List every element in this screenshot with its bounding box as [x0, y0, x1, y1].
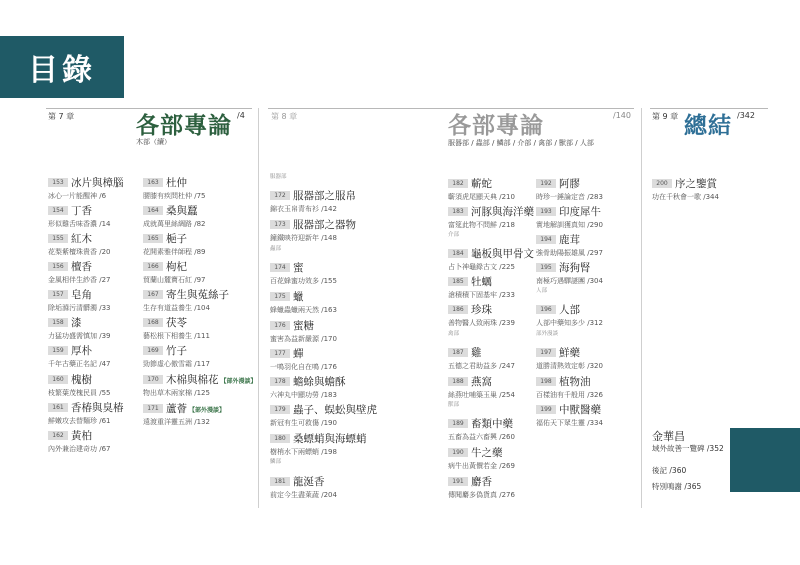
entry-page: /218: [499, 221, 515, 229]
entry-title: 服器部之器物: [293, 219, 356, 231]
section-label: 禽部: [448, 331, 460, 337]
entry-title: 河豚與海洋藥: [471, 206, 534, 218]
toc-entry[interactable]: [270, 314, 470, 344]
chapter-8-page: /140: [613, 111, 631, 120]
toc-entry[interactable]: [270, 342, 470, 372]
toc-entry[interactable]: [536, 370, 736, 400]
entry-subtitle: 病牛出黃價若金: [448, 462, 497, 470]
entry-page: /283: [587, 193, 603, 201]
entry-page: /39: [99, 332, 111, 340]
entry-subtitle: 傳聞麝多偽貨真: [448, 491, 497, 499]
entry-subtitle: 道勝清熱效定彰: [536, 362, 585, 370]
toc-entry[interactable]: [270, 213, 470, 243]
entry-page: /247: [499, 362, 515, 370]
chapter-7-label: 第 7 章: [48, 112, 75, 121]
entry-number: 153: [48, 178, 68, 187]
entry-page: /183: [321, 391, 337, 399]
entry-page: /75: [194, 192, 206, 200]
chapter-8-label: 第 8 章: [271, 112, 298, 121]
chapter-9-label: 第 9 章: [652, 112, 679, 121]
entry-title: 中獸醫藥: [559, 404, 601, 416]
entry-page: /276: [499, 491, 515, 499]
entry-title: 蜜糖: [293, 320, 314, 332]
entry-title: 厚朴: [71, 345, 92, 357]
entry-number: 158: [48, 318, 68, 327]
entry-tag: 【部外漫談】: [189, 407, 226, 414]
entry-subtitle: 功在千秋會一歌: [652, 193, 701, 201]
entry-title: 龜板與甲骨文: [471, 248, 534, 260]
entry-subtitle: 百樣油有千般用: [536, 391, 585, 399]
entry-title: 序之鑒賞: [675, 178, 717, 190]
entry-number: 178: [270, 377, 290, 386]
entry-number: 173: [270, 220, 290, 229]
toc-entry[interactable]: [270, 370, 470, 400]
entry-number: 154: [48, 206, 68, 215]
entry-page: /254: [499, 391, 515, 399]
chapter-7-sub: 木部（續）: [136, 138, 171, 146]
entry-number: 197: [536, 348, 556, 357]
entry-subtitle: 力猛功盛需慎加: [48, 332, 97, 340]
entry-subtitle: 貿蘭山麓寶石紅: [143, 276, 192, 284]
entry-subtitle: 南極巧遇驛謎團: [536, 277, 585, 285]
entry-title: 服器部之服帛: [293, 190, 356, 202]
section-label: 鱗部: [270, 459, 282, 465]
entry-title: 茯苓: [166, 317, 187, 329]
toc-entry[interactable]: [270, 184, 470, 214]
entry-number: 167: [143, 290, 163, 299]
entry-title: 皂角: [71, 289, 92, 301]
section-label: 獸部: [448, 402, 460, 408]
entry-page: /67: [99, 445, 111, 453]
entry-page: /117: [194, 360, 210, 368]
entry-subtitle: 樹梢水下兩螵蛸: [270, 448, 319, 456]
entry-number: 172: [270, 191, 290, 200]
toc-entry[interactable]: [270, 256, 470, 286]
entry-title: 丁香: [71, 205, 92, 217]
entry-page: /326: [587, 391, 603, 399]
entry-title: 桑與蠶: [166, 205, 198, 217]
entry-page: /344: [703, 193, 719, 201]
entry-subtitle: 冰心一片能醒神: [48, 192, 97, 200]
entry-title: 香椿與臭椿: [71, 402, 124, 414]
entry-subtitle: 新冠有生可救傷: [270, 419, 319, 427]
entry-subtitle: 富筵此物不問鮮: [448, 221, 497, 229]
entry-page: /33: [99, 304, 111, 312]
entry-page: /260: [499, 433, 515, 441]
toc-entry[interactable]: [536, 228, 736, 258]
entry-page: /210: [499, 193, 515, 201]
entry-subtitle: 人部中藥知多少: [536, 319, 585, 327]
entry-subtitle: 占卜神龜錄古文: [448, 263, 497, 271]
entry-title: 竹子: [166, 345, 187, 357]
entry-title: 鮮藥: [559, 347, 580, 359]
entry-subtitle: 六神丸中顯功勞: [270, 391, 319, 399]
entry-number: 193: [536, 207, 556, 216]
entry-title: 梔子: [166, 233, 187, 245]
entry-title: 蟾蜍與蟾酥: [293, 376, 346, 388]
entry-number: 155: [48, 234, 68, 243]
entry-subtitle: 五畜為益六畜興: [448, 433, 497, 441]
entry-number: 175: [270, 292, 290, 301]
entry-title: 蘆薈: [166, 403, 187, 415]
entry-subtitle: 絲燕吐哺築玉巢: [448, 391, 497, 399]
entry-subtitle: 蘄須虎尾顯天典: [448, 193, 497, 201]
backmatter-thanks[interactable]: [652, 481, 701, 492]
entry-title: 海狗腎: [559, 262, 591, 274]
entry-page: /297: [587, 249, 603, 257]
entry-subtitle: 形似雞舌味香濃: [48, 220, 97, 228]
entry-title: 檀香: [71, 261, 92, 273]
entry-number: 184: [448, 249, 468, 258]
entry-number: 164: [143, 206, 163, 215]
entry-number: 177: [270, 349, 290, 358]
entry-title: 植物油: [559, 376, 591, 388]
entry-subtitle: 前定今生盡萊蔬: [270, 491, 319, 499]
entry-page: /312: [587, 319, 603, 327]
entry-number: 183: [448, 207, 468, 216]
entry-title: 黃柏: [71, 430, 92, 442]
entry-subtitle: 鐘鐵映符迎新年: [270, 234, 319, 242]
entry-subtitle: 成就萬里絲綢路: [143, 220, 192, 228]
section-label: 服器部: [270, 174, 287, 180]
entry-subtitle: 金風相伴生紗香: [48, 276, 97, 284]
entry-number: 195: [536, 263, 556, 272]
entry-number: 170: [143, 375, 163, 384]
toc-entry[interactable]: [536, 398, 736, 428]
entry-page: /176: [321, 363, 337, 371]
entry-number: 159: [48, 346, 68, 355]
entry-title: 桑螵蛸與海螵蛸: [293, 433, 367, 445]
entry-subtitle: 滄積積下固基牢: [448, 291, 497, 299]
entry-number: 176: [270, 321, 290, 330]
section-label: 人部: [536, 288, 548, 294]
entry-subtitle: 蜂蠟蟲蠟兩天然: [270, 306, 319, 314]
chapter-9-page: /342: [737, 111, 755, 120]
toc-entry[interactable]: [536, 200, 736, 230]
entry-number: 163: [143, 178, 163, 187]
backmatter-name-sub: 域外故善一覽碑: [652, 444, 705, 453]
entry-number: 182: [448, 179, 468, 188]
entry-page: /163: [321, 306, 337, 314]
entry-number: 191: [448, 477, 468, 486]
entry-title: 龍涎香: [293, 476, 325, 488]
entry-subtitle: 花梨紫檀珠貴香: [48, 248, 97, 256]
entry-subtitle: 錦衣玉帛青布衫: [270, 205, 319, 213]
entry-subtitle: 善物醫人致兩珠: [448, 319, 497, 327]
entry-page: /290: [587, 221, 603, 229]
entry-subtitle: 藝松根下相養生: [143, 332, 192, 340]
entry-subtitle: 花開素雅伴師程: [143, 248, 192, 256]
entry-page: /233: [499, 291, 515, 299]
entry-title: 杜仲: [166, 177, 187, 189]
entry-title: 枸杞: [166, 261, 187, 273]
toc-entry[interactable]: [652, 172, 800, 202]
thanks-page: /365: [684, 482, 702, 491]
entry-title: 蟲子、蜈蚣與壁虎: [293, 404, 377, 416]
entry-page: /82: [194, 220, 206, 228]
entry-title: 牡蠣: [471, 276, 492, 288]
entry-subtitle: 生存有道益養生: [143, 304, 192, 312]
entry-number: 189: [448, 419, 468, 428]
entry-number: 165: [143, 234, 163, 243]
toc-entry[interactable]: [270, 427, 470, 457]
entry-number: 156: [48, 262, 68, 271]
entry-subtitle: 勁節虛心傲雪霜: [143, 360, 192, 368]
entry-page: /239: [499, 319, 515, 327]
entry-number: 171: [143, 404, 163, 413]
entry-page: /125: [194, 389, 210, 397]
toc-entry[interactable]: [270, 285, 470, 315]
entry-title: 畜類中藥: [471, 418, 513, 430]
entry-subtitle: 五德之君助益多: [448, 362, 497, 370]
entry-number: 186: [448, 305, 468, 314]
entry-number: 187: [448, 348, 468, 357]
entry-page: /204: [321, 491, 337, 499]
chapter-9-title[interactable]: 總結: [684, 113, 732, 139]
toc-entry[interactable]: [448, 470, 648, 500]
entry-page: /47: [99, 360, 111, 368]
backmatter-name[interactable]: 金華昌: [652, 430, 685, 443]
entry-page: /61: [99, 417, 111, 425]
entry-page: /6: [99, 192, 107, 200]
entry-subtitle: 物出草木兩家棉: [143, 389, 192, 397]
entry-number: 166: [143, 262, 163, 271]
houji-page: /360: [669, 466, 687, 475]
entry-subtitle: 福佑天下眾生靈: [536, 419, 585, 427]
entry-number: 199: [536, 405, 556, 414]
chapter-8-title[interactable]: 各部專論: [448, 113, 544, 139]
entry-subtitle: 蜜害為益新嚴源: [270, 335, 319, 343]
entry-number: 161: [48, 403, 68, 412]
toc-entry[interactable]: [536, 341, 736, 371]
chapter-8-sub: 服器部 / 蟲部 / 鱗部 / 介部 / 禽部 / 獸部 / 人部: [448, 139, 594, 147]
entry-tag: 【部外漫談】: [220, 378, 257, 385]
backmatter-houji[interactable]: [652, 465, 686, 476]
entry-title: 鹿茸: [559, 234, 580, 246]
entry-title: 冰片與樟腦: [71, 177, 124, 189]
entry-page: /148: [321, 234, 337, 242]
entry-title: 麝香: [471, 476, 492, 488]
entry-page: /97: [194, 276, 206, 284]
chapter-7-page: /4: [237, 111, 245, 120]
entry-page: /20: [99, 248, 111, 256]
entry-title: 寄生與菟絲子: [166, 289, 229, 301]
entry-page: /320: [587, 362, 603, 370]
entry-subtitle: 實地解訓獲真知: [536, 221, 585, 229]
entry-title: 槐樹: [71, 374, 92, 386]
entry-subtitle: 內外兼治建奇功: [48, 445, 97, 453]
entry-subtitle: 遠渡重洋靈五洲: [143, 418, 192, 426]
entry-subtitle: 一鳴羽化自在鳴: [270, 363, 319, 371]
decorative-block: [730, 428, 800, 492]
houji-label: 後記: [652, 466, 667, 475]
entry-title: 燕窩: [471, 376, 492, 388]
entry-title: 紅木: [71, 233, 92, 245]
entry-title: 珍珠: [471, 304, 492, 316]
entry-number: 168: [143, 318, 163, 327]
entry-number: 179: [270, 405, 290, 414]
toc-entry[interactable]: [448, 441, 648, 471]
thanks-label: 特別鳴謝: [652, 482, 682, 491]
entry-title: 牛之藥: [471, 447, 503, 459]
entry-number: 194: [536, 235, 556, 244]
entry-title: 阿膠: [559, 178, 580, 190]
entry-title: 蟬: [293, 348, 304, 360]
entry-subtitle: 強骨助陽振雄風: [536, 249, 585, 257]
entry-number: 185: [448, 277, 468, 286]
entry-page: /27: [99, 276, 111, 284]
entry-number: 198: [536, 377, 556, 386]
entry-page: /269: [499, 462, 515, 470]
entry-page: /198: [321, 448, 337, 456]
toc-entry[interactable]: [48, 424, 248, 454]
entry-number: 188: [448, 377, 468, 386]
toc-entry[interactable]: [270, 470, 470, 500]
entry-number: 169: [143, 346, 163, 355]
backmatter-name-entry[interactable]: [652, 443, 724, 454]
entry-page: /132: [194, 418, 210, 426]
entry-page: /225: [499, 263, 515, 271]
entry-page: /55: [99, 389, 111, 397]
entry-title: 雞: [471, 347, 482, 359]
entry-title: 木棉與棉花: [166, 374, 219, 386]
entry-number: 174: [270, 263, 290, 272]
entry-subtitle: 枝繁葉茂槐民員: [48, 389, 97, 397]
entry-page: /142: [321, 205, 337, 213]
entry-title: 蘄蛇: [471, 178, 492, 190]
chapter-7-title[interactable]: 各部專論: [136, 113, 232, 139]
entry-page: /334: [587, 419, 603, 427]
toc-entry[interactable]: [270, 398, 470, 428]
entry-page: /170: [321, 335, 337, 343]
entry-subtitle: 鮮嫩攻去替麵珍: [48, 417, 97, 425]
entry-number: 181: [270, 477, 290, 486]
entry-number: 162: [48, 431, 68, 440]
section-label: 部外漫談: [536, 331, 559, 337]
section-label: 介部: [448, 232, 460, 238]
entry-page: /111: [194, 332, 210, 340]
entry-title: 人部: [559, 304, 580, 316]
entry-page: /190: [321, 419, 337, 427]
toc-entry[interactable]: [536, 256, 736, 286]
entry-page: /304: [587, 277, 603, 285]
entry-page: /89: [194, 248, 206, 256]
entry-title: 印度犀牛: [559, 206, 601, 218]
entry-subtitle: 時珍一錘論定音: [536, 193, 585, 201]
entry-number: 180: [270, 434, 290, 443]
backmatter-name-page: /352: [706, 444, 724, 453]
entry-page: /155: [321, 277, 337, 285]
entry-subtitle: 腰膝有疾問杜仲: [143, 192, 192, 200]
toc-entry[interactable]: [536, 298, 736, 328]
entry-title: 蠟: [293, 291, 304, 303]
entry-number: 157: [48, 290, 68, 299]
entry-subtitle: 百花蜂蜜功效多: [270, 277, 319, 285]
entry-subtitle: 千年古藥正名記: [48, 360, 97, 368]
entry-title: 蜜: [293, 262, 304, 274]
entry-title: 漆: [71, 317, 82, 329]
entry-number: 196: [536, 305, 556, 314]
entry-number: 200: [652, 179, 672, 188]
entry-page: /104: [194, 304, 210, 312]
entry-number: 192: [536, 179, 556, 188]
entry-number: 190: [448, 448, 468, 457]
entry-subtitle: 除垢滌污清髒濁: [48, 304, 97, 312]
page-title: 目錄: [0, 36, 124, 98]
section-label: 蟲部: [270, 246, 282, 252]
entry-page: /14: [99, 220, 111, 228]
entry-number: 160: [48, 375, 68, 384]
